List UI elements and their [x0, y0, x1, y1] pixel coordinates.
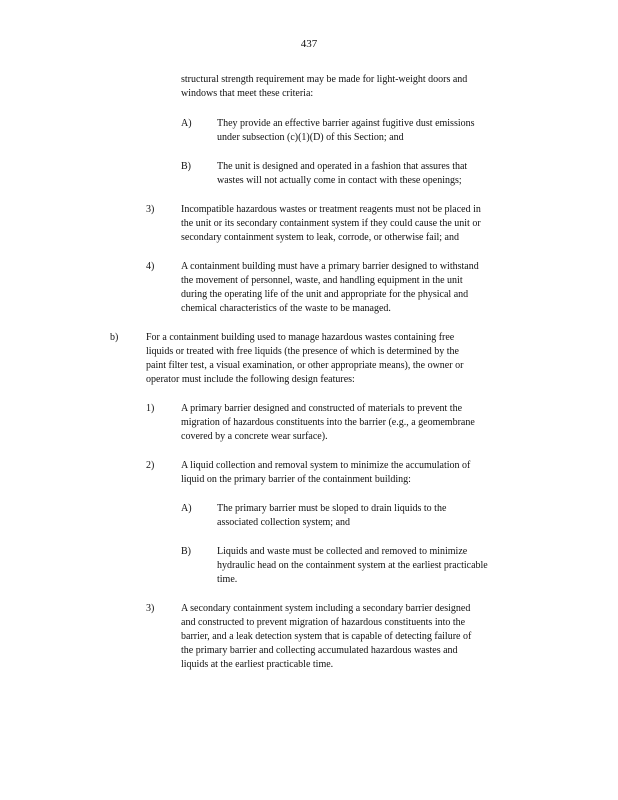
- list-label: 4): [146, 261, 155, 272]
- list-label: 3): [146, 603, 155, 614]
- body-text-line: A secondary containment system including a secondary barrier designed: [181, 603, 471, 614]
- body-text-line: structural strength requirement may be made for light-weight doors and: [181, 74, 468, 85]
- body-text-line: For a containment building used to manage hazardous wastes containing free: [146, 332, 455, 343]
- body-text-line: windows that meet these criteria:: [181, 88, 314, 99]
- list-label: 2): [146, 460, 155, 471]
- body-text-line: liquids at the earliest practicable time.: [181, 659, 334, 670]
- body-text-line: wastes will not actually come in contact with these openings;: [217, 175, 462, 186]
- body-text-line: hydraulic head on the containment system at the earliest practicable: [217, 560, 488, 571]
- body-text-line: operator must include the following design features:: [146, 374, 355, 385]
- list-label: 3): [146, 204, 155, 215]
- body-text-line: paint filter test, a visual examination, or other appropriate means), the owner or: [146, 360, 464, 371]
- body-text-line: Incompatible hazardous wastes or treatment reagents must not be placed in: [181, 204, 481, 215]
- body-text-line: under subsection (c)(1)(D) of this Section; and: [217, 132, 404, 143]
- body-text-line: chemical characteristics of the waste to be managed.: [181, 303, 391, 314]
- body-text-line: A primary barrier designed and constructed of materials to prevent the: [181, 403, 463, 414]
- list-label: A): [181, 118, 192, 129]
- body-text-line: liquids or treated with free liquids (the presence of which is determined by the: [146, 346, 459, 357]
- body-text-line: They provide an effective barrier against fugitive dust emissions: [217, 118, 475, 129]
- body-text-line: the movement of personnel, waste, and handling equipment in the unit: [181, 275, 463, 286]
- body-text-line: The primary barrier must be sloped to drain liquids to the: [217, 503, 447, 514]
- body-text-line: liquid on the primary barrier of the containment building:: [181, 474, 411, 485]
- body-text-line: time.: [217, 574, 238, 585]
- body-text-line: secondary containment system to leak, corrode, or otherwise fail; and: [181, 232, 459, 243]
- body-text-line: during the operating life of the unit and appropriate for the physical and: [181, 289, 469, 300]
- section-label: b): [110, 332, 119, 343]
- body-text-line: the unit or its secondary containment system if they could cause the unit or: [181, 218, 481, 229]
- body-text-line: covered by a concrete wear surface).: [181, 431, 328, 442]
- body-text-line: The unit is designed and operated in a fashion that assures that: [217, 161, 468, 172]
- body-text-line: migration of hazardous constituents into the barrier (e.g., a geomembrane: [181, 417, 475, 428]
- body-text-line: A liquid collection and removal system to minimize the accumulation of: [181, 460, 471, 471]
- list-label: 1): [146, 403, 155, 414]
- page-number: 437: [300, 38, 318, 50]
- body-text-line: A containment building must have a primary barrier designed to withstand: [181, 261, 479, 272]
- body-text-line: and constructed to prevent migration of hazardous constituents into the: [181, 617, 466, 628]
- body-text-line: the primary barrier and collecting accumulated hazardous wastes and: [181, 645, 458, 656]
- list-label: A): [181, 503, 192, 514]
- body-text-line: associated collection system; and: [217, 517, 351, 528]
- body-text-line: Liquids and waste must be collected and removed to minimize: [217, 546, 468, 557]
- list-label: B): [181, 546, 191, 557]
- list-label: B): [181, 161, 191, 172]
- body-text-line: barrier, and a leak detection system that is capable of detecting failure of: [181, 631, 472, 642]
